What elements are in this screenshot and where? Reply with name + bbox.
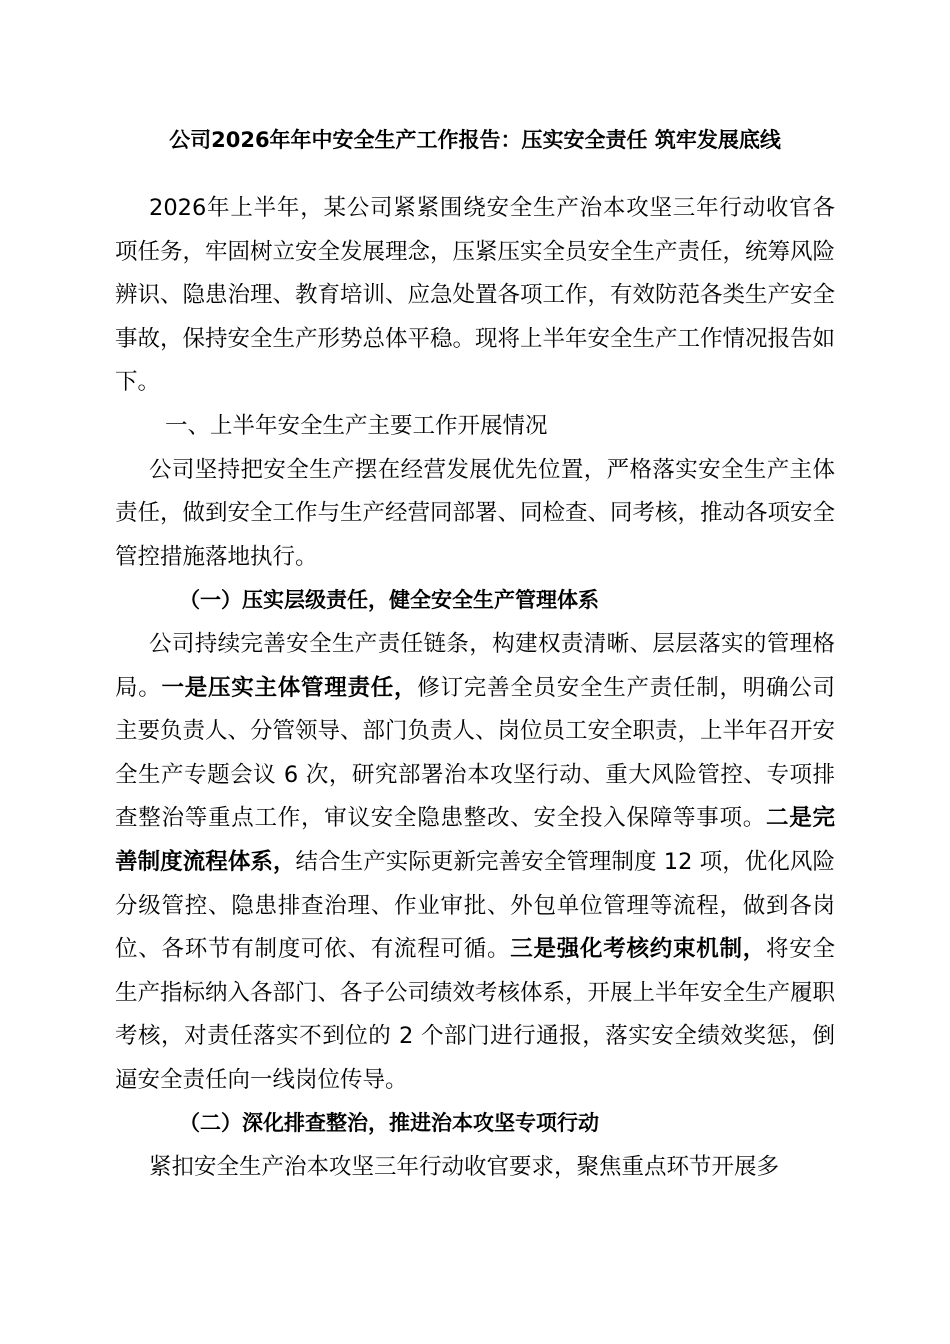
subsection-2-heading: （二）深化排查整治，推进治本攻坚专项行动 [179,1111,599,1136]
subsection-2-paragraph: 紧扣安全生产治本攻坚三年行动收官要求，聚焦重点环节开展多 [149,1154,780,1181]
subsection-1-lead: 公司持续完善安全生产责任链条，构建权责清晰、层层落实的管理格局。 [115,630,835,701]
point-3-text: 将安全生产指标纳入各部门、各子公司绩效考核体系，开展上半年安全生产履职考核，对责任落实不到位的 2 个部门进行通报，落实安全绩效奖惩，倒逼安全责任向一线岗位传导。 [115,936,836,1093]
subsection-1-heading: （一）压实层级责任，健全安全生产管理体系 [179,588,599,613]
point-1-title: 一是压实主体管理责任， [161,674,418,701]
point-3-title: 三是强化考核约束机制， [510,936,766,963]
document-body [115,187,835,1190]
document-title: 公司2026年年中安全生产工作报告：压实安全责任 筑牢发展底线 [169,128,781,152]
section-1-paragraph: 公司坚持把安全生产摆在经营发展优先位置，严格落实安全生产主体责任，做到安全工作与生产经营同部署、同检查、同考核，推动各项安全管控措施落地执行。 [115,456,836,570]
point-2-title: 二是完善制度流程体系， [115,805,835,875]
intro-paragraph: 2026年上半年，某公司紧紧围绕安全生产治本攻坚三年行动收官各项任务，牢固树立安全发展理念，压紧压实全员安全生产责任，统筹风险辨识、隐患治理、教育培训、应急处置各项工作，有效防范各类生产安全事故，保持安全生产形势总体平稳。现将上半年安全生产工作情况报告如下。 [115,195,836,396]
subsection-1-paragraph [115,623,835,1103]
point-1-text: 修订完善全员安全生产责任制，明确公司主要负责人、分管领导、部门负责人、岗位员工安全职责，上半年召开安全生产专题会议 6 次，研究部署治本攻坚行动、重大风险管控、专项排查整治等重点工作，审议安全隐患整改、安全投入保障等事项。 [115,674,836,832]
point-2-text: 结合生产实际更新完善安全管理制度 12 项，优化风险分级管控、隐患排查治理、作业审批、外包单位管理等流程，做到各岗位、各环节有制度可依、有流程可循。 [115,848,835,963]
section-1-heading: 一、上半年安全生产主要工作开展情况 [165,412,548,439]
